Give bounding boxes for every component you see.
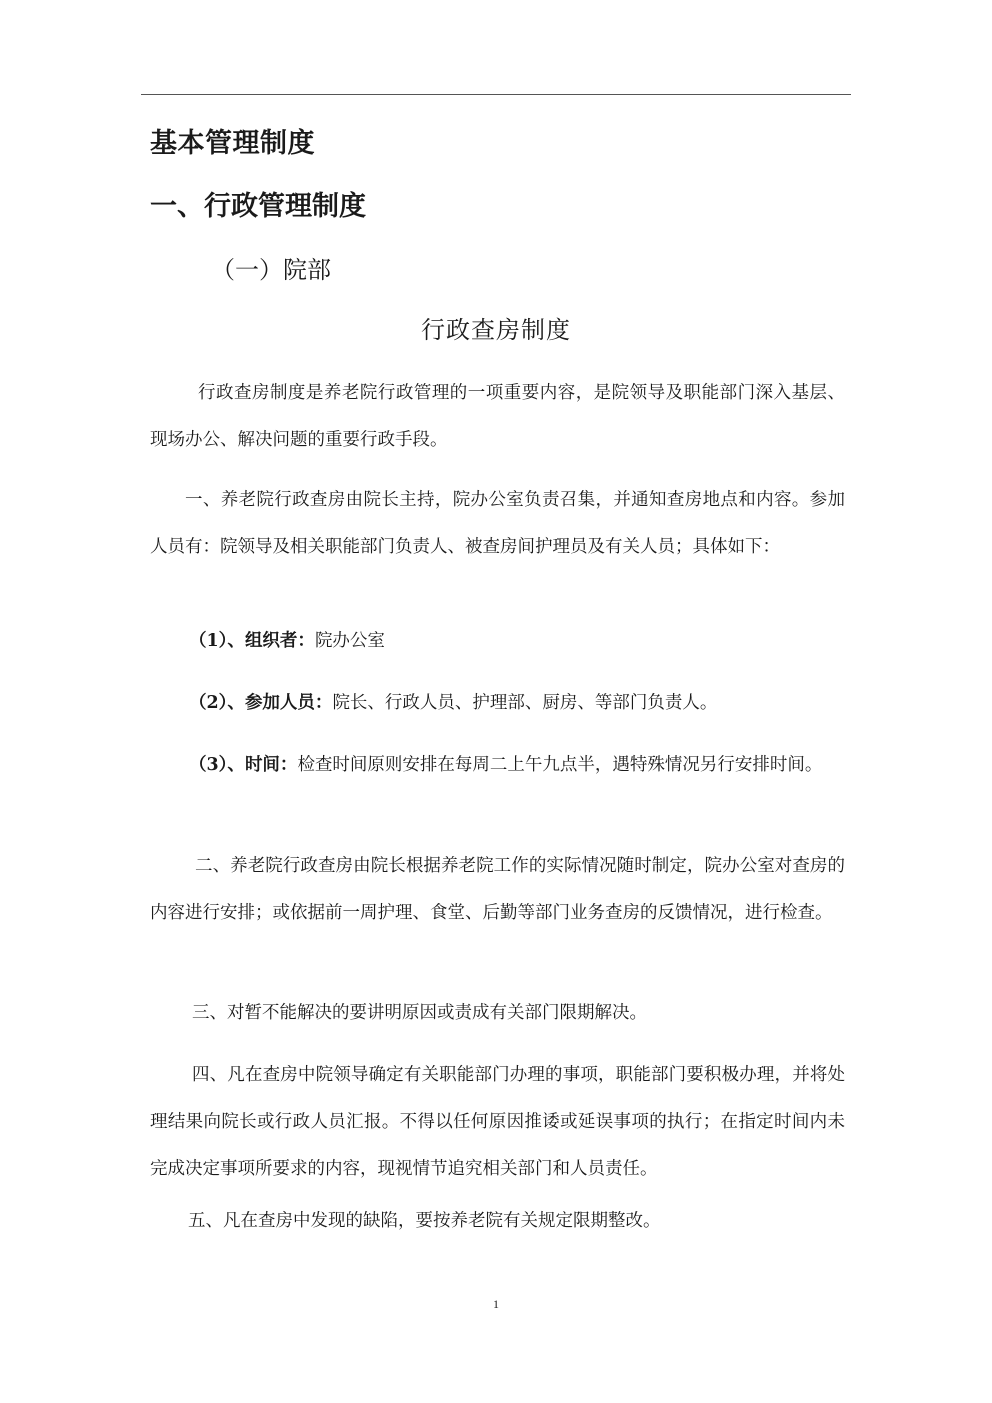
sub-item-3-prefix: （3）、: [189, 755, 245, 775]
sub-item-2-text: 院长、行政人员、护理部、厨房、等部门负责人。: [332, 693, 718, 713]
sub-item-3: [150, 742, 845, 789]
sub-item-1-label: 组织者：: [244, 631, 315, 651]
sub-item-2: [150, 680, 845, 727]
clause-4-paragraph: 四、凡在查房中院领导确定有关职能部门办理的事项，职能部门要积极办理，并将处理结果向院长或行政人员汇报。不得以任何原因推诿或延误事项的执行；在指定时间内未完成决定事项所要求的内容，现视情节追究相关部门和人员责任。: [150, 1065, 845, 1179]
section-heading: 一、行政管理制度: [150, 191, 366, 222]
main-heading: 基本管理制度: [150, 128, 315, 159]
document-title: 行政查房制度: [421, 316, 571, 344]
clause-5-paragraph: 五、凡在查房中发现的缺陷，要按养老院有关规定限期整改。: [188, 1211, 661, 1231]
sub-item-2-label: 参加人员：: [244, 693, 333, 713]
sub-item-1-prefix: （1）、: [189, 631, 245, 651]
clause-3-paragraph: 三、对暂不能解决的要讲明原因或责成有关部门限期解决。: [192, 1003, 647, 1023]
intro-paragraph: 行政查房制度是养老院行政管理的一项重要内容，是院领导及职能部门深入基层、现场办公、解决问题的重要行政手段。: [150, 383, 845, 450]
header-rule: [141, 94, 851, 95]
page-number: 1: [493, 1297, 499, 1311]
sub-item-3-text: 检查时间原则安排在每周二上午九点半，遇特殊情况另行安排时间。: [297, 755, 823, 775]
sub-item-1-text: 院办公室: [314, 631, 385, 651]
clause-2-paragraph: 二、养老院行政查房由院长根据养老院工作的实际情况随时制定，院办公室对查房的内容进行安排；或依据前一周护理、食堂、后勤等部门业务查房的反馈情况，进行检查。: [150, 856, 845, 923]
sub-item-2-prefix: （2）、: [189, 693, 245, 713]
clause-1-paragraph: 一、养老院行政查房由院长主持，院办公室负责召集，并通知查房地点和内容。参加人员有：院领导及相关职能部门负责人、被查房间护理员及有关人员；具体如下：: [150, 490, 845, 557]
sub-item-1: [150, 618, 845, 665]
subsection-heading: （一）院部: [211, 256, 331, 284]
sub-item-3-label: 时间：: [244, 755, 298, 775]
